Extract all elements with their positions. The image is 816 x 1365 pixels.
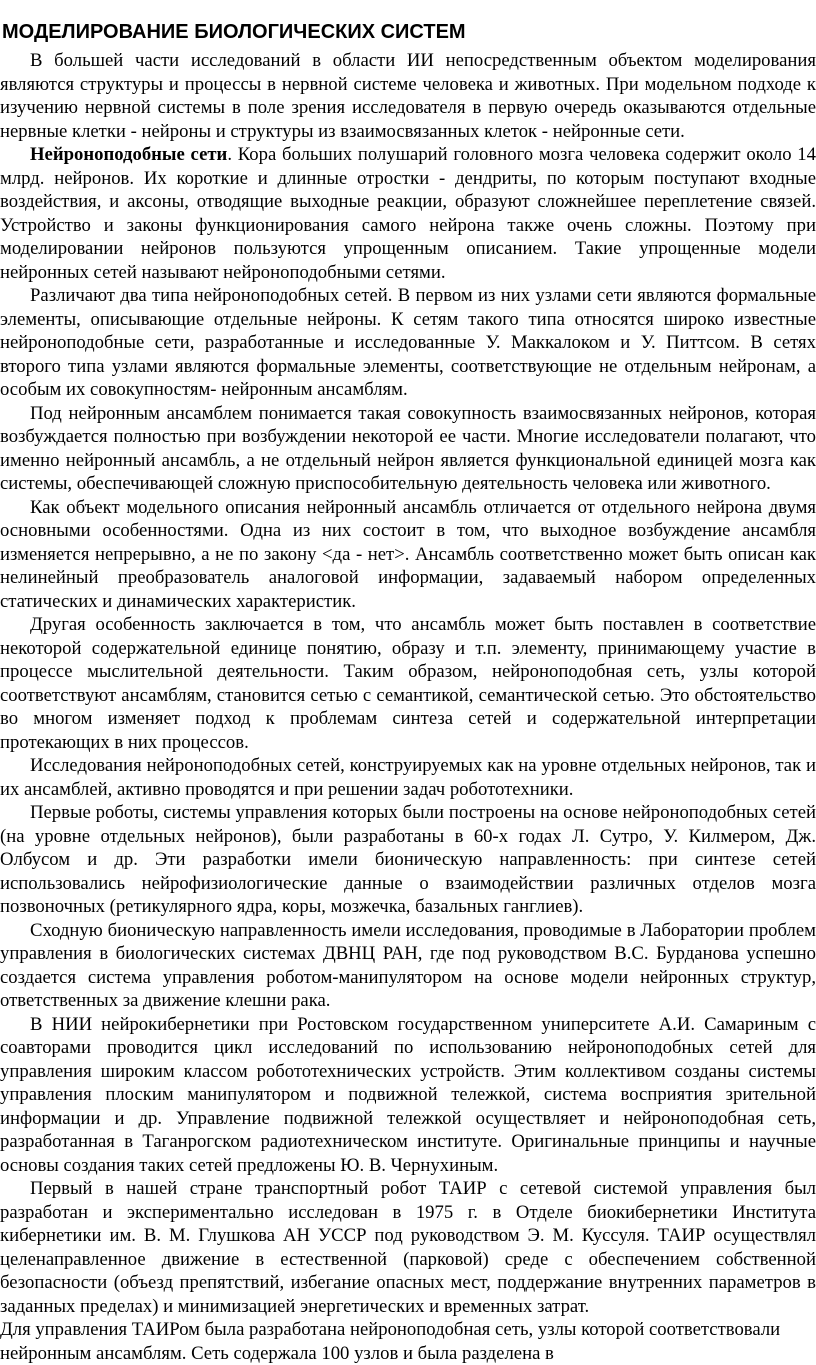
paragraph-ensemble-features: Как объект модельного описания нейронный ансамбль отличается от отдельного нейрона двумя основными особенностями. Одна из них состоит в том, что выходное возбуждение ансамбля изменяется непрерывно, а не по закону <да - нет>. Ансамбль соответственно может быть описан как нелинейный преобразователь аналоговой информации, задаваемый набором определенных статических и динамических характеристик.: [0, 496, 816, 612]
paragraph-robotics-research: Исследования нейроноподобных сетей, конструируемых как на уровне отдельных нейронов, так и их ансамблей, активно проводятся и при решении задач робототехники.: [0, 755, 816, 800]
paragraph-neural-ensemble: Под нейронным ансамблем понимается такая совокупность взаимосвязанных нейронов, которая возбуждается полностью при возбуждении некоторой ее части. Многие исследователи полагают, что именно нейронный ансамбль, а не отдельный нейрон является функциональной единицей мозга как системы, обеспечивающей сложную приспособительную деятельность человека или животного.: [0, 402, 816, 494]
paragraph-dvnc-lab: Сходную бионическую направленность имели исследования, проводимые в Лаборатории проблем управления в биологических системах ДВНЦ РАН, где под руководством В.С. Бурданова успешно создается система управления роботом-манипулятором на основе модели нейронных структур, ответственных за движение клешни рака.: [0, 919, 816, 1011]
document-title: МОДЕЛИРОВАНИЕ БИОЛОГИЧЕСКИХ СИСТЕМ: [2, 21, 466, 43]
paragraph-intro: В большей части исследований в области ИИ непосредственным объектом моделирования являются структуры и процессы в нервной системе человека и животных. При модельном подходе к изучению нервной системы в поле зрения исследователя в первую очередь оказываются отдельные нервные клетки - нейроны и структуры из взаимосвязанных клеток - нейронные сети.: [0, 50, 816, 142]
paragraph-network-types: Различают два типа нейроноподобных сетей. В первом из них узлами сети являются формальные элементы, описывающие отдельные нейроны. К сетям такого типа относятся широко известные нейроноподобные сети, разработанные и исследованные У. Маккалоком и У. Питтсом. В сетях второго типа узлами являются формальные элементы, соответствующие не отдельным нейронам, а особым их совокупностям- нейронным ансамблям.: [0, 285, 816, 400]
paragraph-rostov-institute: В НИИ нейрокибернетики при Ростовском государственном униперситете А.И. Самариным с соавторами проводится цикл исследований по использованию нейроноподобных сетей для управления широким классом робототехнических устройств. Этим коллективом созданы системы управления плоским манипулятором и подвижной тележкой, система восприятия зрительной информации и др. Управление подвижной тележкой осуществляет и нейроноподобная сеть, разработанная в Таганрогском радиотехническом институте. Оригинальные принципы и научные основы создания таких сетей предложены Ю. В. Чернухиным.: [0, 1013, 816, 1176]
document-body: [0, 49, 816, 1365]
paragraph-first-robots: Первые роботы, системы управления которых были построены на основе нейроноподобных сетей (на уровне отдельных нейронов), были разработаны в 60-х годах Л. Сутро, У. Килмером, Дж. Олбусом и др. Эти разработки имели бионическую направленность: при синтезе сетей использовались нейрофизиологические данные о взаимодействии различных отделов мозга позвоночных (ретикулярного ядра, коры, мозжечка, базальных ганглиев).: [0, 802, 816, 917]
paragraph-ensemble-semantics: Другая особенность заключается в том, что ансамбль может быть поставлен в соответствие некоторой содержательной единице понятию, образу и т.п. элементу, принимающему участие в процессе мыслительной деятельности. Таким образом, нейроноподобная сеть, узлы которой соответствуют ансамблям, становится сетью с семантикой, семантической сетью. Это обстоятельство во многом изменяет подход к проблемам синтеза сетей и содержательной интерпретации протекающих в них процессов.: [0, 614, 816, 753]
paragraph-tair-network: Для управления ТАИРом была разработана нейроноподобная сеть, узлы которой соответствовали нейронным ансамблям. Сеть содержала 100 узлов и была разделена в: [0, 1319, 781, 1364]
paragraph-neuronlike-networks: [0, 143, 816, 284]
paragraph-neuronlike-networks-text: . Кора больших полушарий головного мозга человека содержит около 14 млрд. нейронов. Их короткие и длинные отростки - дендриты, по которым поступают входные воздействия, и аксоны, отводящие выходные реакции, образуют сложнейшее переплетение связей. Устройство и законы функционирования самого нейрона также очень сложны. Поэтому при моделировании нейронов пользуются упрощенным описанием. Такие упрощенные модели нейронных сетей называют нейроноподобными сетями.: [0, 144, 816, 283]
paragraph-tair-robot: Первый в нашей стране транспортный робот ТАИР с сетевой системой управления был разработан и экспериментально исследован в 1975 г. в Отделе биокибернетики Института кибернетики им. В. М. Глушкова АН УССР под руководством Э. М. Куссуля. ТАИР осуществлял целенаправленное движение в естественной (парковой) среде с обеспечением собственной безопасности (объезд препятствий, избегание опасных мест, поддержание внутренних параметров в заданных пределах) и минимизацией энергетических и временных затрат.: [0, 1178, 816, 1317]
term-neuronlike-networks: Нейроноподобные сети: [30, 144, 228, 165]
